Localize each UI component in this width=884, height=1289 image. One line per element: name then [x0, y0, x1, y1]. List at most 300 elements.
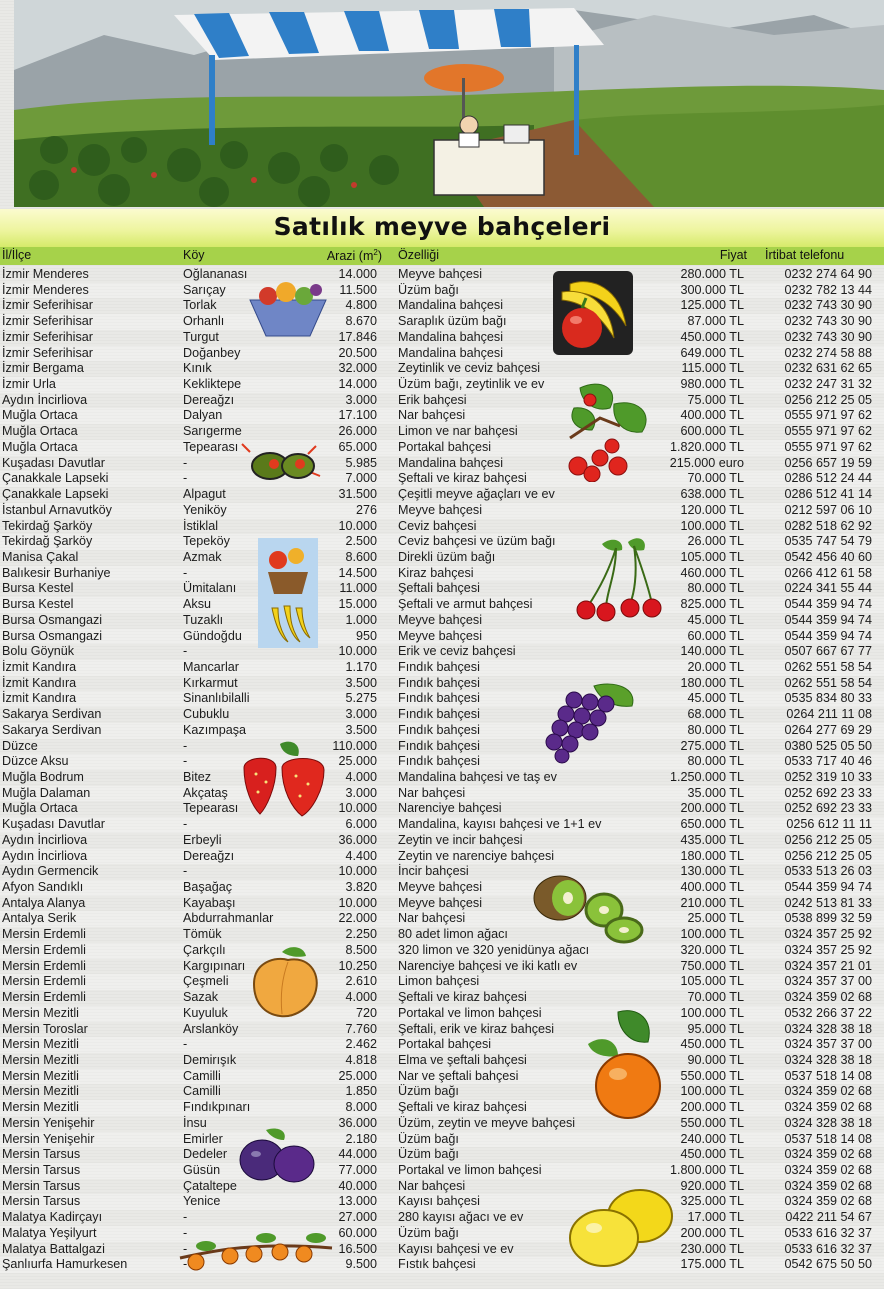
table-row — [0, 377, 884, 393]
cell-ozellik: Fıstık bahçesi — [398, 1257, 476, 1272]
cell-ozellik: Kiraz bahçesi — [398, 565, 474, 580]
cell-tel: 0256 657 19 59 — [784, 455, 872, 470]
title-bar — [0, 209, 884, 247]
cell-ozellik: Nar bahçesi — [398, 408, 466, 423]
cell-il: Antalya Alanya — [2, 895, 86, 910]
cell-ozellik: Şeftali ve kiraz bahçesi — [398, 990, 527, 1005]
fruit-bowl-icon — [244, 278, 332, 340]
cell-arazi: 2.500 — [345, 534, 377, 549]
cell-koy: Oğlananası — [183, 267, 248, 281]
table-row — [0, 1179, 884, 1195]
cell-fiyat: 980.000 TL — [680, 377, 744, 392]
cell-ozellik: Limon ve nar bahçesi — [398, 424, 518, 439]
header-il: İl/İlçe — [2, 248, 32, 262]
cell-tel: 0555 971 97 62 — [784, 439, 872, 454]
cell-fiyat: 638.000 TL — [680, 487, 744, 502]
cell-il: Mersin Erdemli — [2, 942, 86, 957]
cell-tel: 0256 212 25 05 — [784, 832, 872, 847]
cell-tel: 0555 971 97 62 — [784, 408, 872, 423]
cell-tel: 0533 616 32 37 — [784, 1241, 872, 1256]
cell-fiyat: 175.000 TL — [680, 1257, 744, 1272]
cell-fiyat: 75.000 TL — [687, 392, 744, 407]
grape-icon — [534, 680, 644, 764]
cell-arazi: 22.000 — [338, 911, 377, 926]
cell-arazi: 4.000 — [345, 770, 377, 784]
cell-fiyat: 210.000 TL — [680, 895, 744, 910]
cell-arazi: 720 — [355, 1005, 377, 1020]
cell-fiyat: 115.000 TL — [681, 361, 744, 376]
cell-koy: Başağaç — [183, 880, 233, 895]
cell-il: Bursa Kestel — [2, 581, 74, 596]
cell-arazi: 10.000 — [338, 644, 377, 659]
cell-tel: 0324 328 38 18 — [784, 1115, 872, 1130]
cell-fiyat: 650.000 TL — [680, 817, 744, 832]
cell-il: Mersin Mezitli — [2, 1037, 79, 1052]
cell-ozellik: Şeftali ve kiraz bahçesi — [398, 471, 527, 486]
cell-il: Afyon Sandıklı — [2, 880, 84, 895]
cell-il: Tekirdağ Şarköy — [2, 534, 93, 549]
cell-arazi: 4.000 — [345, 990, 377, 1005]
cell-koy: Cubuklu — [183, 707, 230, 722]
cell-ozellik: Şeftali bahçesi — [398, 581, 480, 596]
cell-arazi: 44.000 — [338, 1147, 377, 1162]
table-row — [0, 723, 884, 739]
cell-koy: Tuzaklı — [183, 612, 224, 627]
cell-arazi: 2.462 — [345, 1037, 377, 1052]
cell-ozellik: Zeytin ve incir bahçesi — [398, 832, 523, 847]
cell-ozellik: Mandalina, kayısı bahçesi ve 1+1 ev — [398, 817, 602, 832]
table-row — [0, 974, 884, 990]
header-koy: Köy — [183, 248, 205, 262]
cell-tel: 0544 359 94 74 — [784, 880, 872, 895]
table-row — [0, 959, 884, 975]
cell-il: İzmir Seferihisar — [2, 345, 93, 360]
table-row — [0, 283, 884, 299]
table-row — [0, 990, 884, 1006]
cell-arazi: 20.500 — [338, 345, 377, 360]
cell-arazi: 5.275 — [345, 691, 377, 706]
table-row — [0, 644, 884, 660]
cell-fiyat: 400.000 TL — [680, 880, 744, 895]
table-row — [0, 613, 884, 629]
cell-tel: 0324 359 02 68 — [784, 1178, 872, 1193]
cell-il: İzmir Seferihisar — [2, 298, 93, 313]
cell-koy: Tömük — [183, 927, 222, 942]
cell-fiyat: 80.000 TL — [687, 722, 744, 737]
cell-ozellik: Meyve bahçesi — [398, 267, 482, 281]
cell-il: İzmir Bergama — [2, 361, 84, 376]
cell-koy: Alpagut — [183, 487, 226, 502]
cell-il: Tekirdağ Şarköy — [2, 518, 93, 533]
cell-tel: 0224 341 55 44 — [784, 581, 872, 596]
cell-tel: 0324 357 21 01 — [784, 958, 872, 973]
table-row — [0, 346, 884, 362]
cell-fiyat: 90.000 TL — [687, 1052, 744, 1067]
cell-arazi: 3.820 — [345, 880, 377, 895]
cell-koy: Kuyuluk — [183, 1005, 228, 1020]
cell-il: Malatya Yeşilyurt — [2, 1225, 97, 1240]
cell-koy: Turgut — [183, 329, 219, 344]
cell-il: Manisa Çakal — [2, 549, 79, 564]
table-row — [0, 408, 884, 424]
cell-koy: Demirışık — [183, 1052, 237, 1067]
cell-il: Çanakkale Lapseki — [2, 487, 109, 502]
cell-arazi: 1.170 — [345, 659, 377, 674]
cell-koy: Ümitalanı — [183, 581, 237, 596]
cell-koy: Emirler — [183, 1131, 223, 1146]
cell-fiyat: 120.000 TL — [680, 502, 744, 517]
cell-tel: 0544 359 94 74 — [784, 628, 872, 643]
cell-il: Bursa Osmangazi — [2, 628, 103, 643]
cell-tel: 0264 277 69 29 — [784, 722, 872, 737]
cell-il: Mersin Yenişehir — [2, 1115, 95, 1130]
cell-fiyat: 140.000 TL — [680, 644, 744, 659]
cell-fiyat: 130.000 TL — [680, 864, 744, 879]
cell-arazi: 4.400 — [345, 848, 377, 863]
cell-koy: Çeşmeli — [183, 974, 229, 989]
header-arazi-close: ) — [377, 249, 382, 264]
cell-ozellik: Üzüm, zeytin ve meyve bahçesi — [398, 1115, 576, 1130]
cell-arazi: 276 — [355, 502, 377, 517]
cell-koy: Tepearası — [183, 439, 239, 454]
cell-ozellik: Erik bahçesi — [398, 392, 467, 407]
cell-tel: 0324 357 37 00 — [784, 974, 872, 989]
cell-il: Malatya Kadirçayı — [2, 1210, 103, 1225]
table-row — [0, 1163, 884, 1179]
olives-icon — [232, 436, 328, 492]
table-row — [0, 786, 884, 802]
cell-ozellik: Fındık bahçesi — [398, 659, 480, 674]
cell-il: Aydın Germencik — [2, 864, 99, 879]
cell-il: Çanakkale Lapseki — [2, 471, 109, 486]
cell-tel: 0544 359 94 74 — [784, 612, 872, 627]
cell-ozellik: Portakal ve limon bahçesi — [398, 1005, 542, 1020]
cell-koy: Kayabaşı — [183, 895, 236, 910]
cell-il: Mersin Tarsus — [2, 1178, 81, 1193]
cell-tel: 0232 247 31 32 — [784, 377, 872, 392]
cell-tel: 0232 743 30 90 — [784, 329, 872, 344]
cell-arazi: 25.000 — [338, 754, 377, 769]
cell-tel: 0262 551 58 54 — [784, 659, 872, 674]
cell-koy: - — [183, 455, 188, 470]
cell-koy: Kınık — [183, 361, 212, 376]
cell-koy: - — [183, 738, 188, 753]
cell-tel: 0544 359 94 74 — [784, 597, 872, 612]
table-row — [0, 330, 884, 346]
table-row — [0, 1257, 884, 1273]
cell-arazi: 15.000 — [338, 597, 377, 612]
table-row — [0, 456, 884, 472]
cell-arazi: 8.000 — [345, 1100, 377, 1115]
cell-arazi: 27.000 — [338, 1210, 377, 1225]
cell-ozellik: Narenciye bahçesi ve iki katlı ev — [398, 958, 578, 973]
cell-fiyat: 215.000 euro — [669, 455, 744, 470]
cell-fiyat: 300.000 TL — [680, 282, 744, 297]
cell-koy: Sarıçay — [183, 282, 226, 297]
cell-fiyat: 1.820.000 TL — [670, 439, 744, 454]
cell-ozellik: Elma ve şeftali bahçesi — [398, 1052, 527, 1067]
cell-arazi: 7.760 — [345, 1021, 377, 1036]
header-arazi-sup: 2 — [373, 248, 378, 257]
cell-arazi: 10.000 — [338, 895, 377, 910]
cell-koy: - — [183, 864, 188, 879]
cell-koy: - — [183, 1241, 188, 1256]
cell-arazi: 1.850 — [345, 1084, 377, 1099]
cell-ozellik: Üzüm bağı, zeytinlik ve ev — [398, 377, 545, 392]
cell-fiyat: 100.000 TL — [680, 1005, 744, 1020]
cell-fiyat: 70.000 TL — [687, 990, 744, 1005]
table-row — [0, 864, 884, 880]
cherry-icon — [572, 534, 664, 622]
cell-ozellik: Meyve bahçesi — [398, 628, 482, 643]
cell-fiyat: 450.000 TL — [680, 1037, 744, 1052]
cell-fiyat: 320.000 TL — [680, 942, 744, 957]
table-row — [0, 519, 884, 535]
cell-fiyat: 100.000 TL — [680, 927, 744, 942]
cell-koy: Gündoğdu — [183, 628, 242, 643]
cell-koy: Sazak — [183, 990, 219, 1005]
table-row — [0, 911, 884, 927]
table-row — [0, 1210, 884, 1226]
table-row — [0, 503, 884, 519]
cell-ozellik: Meyve bahçesi — [398, 880, 482, 895]
cell-ozellik: 280 kayısı ağacı ve ev — [398, 1210, 524, 1225]
cell-ozellik: Saraplık üzüm bağı — [398, 314, 507, 329]
cell-tel: 0232 782 13 44 — [784, 282, 872, 297]
cell-arazi: 3.000 — [345, 392, 377, 407]
cell-il: Mersin Mezitli — [2, 1068, 79, 1083]
cell-tel: 0324 359 02 68 — [784, 1194, 872, 1209]
table-row — [0, 1116, 884, 1132]
cell-arazi: 8.500 — [345, 942, 377, 957]
cell-il: Mersin Toroslar — [2, 1021, 88, 1036]
cell-tel: 0264 211 11 08 — [786, 707, 872, 722]
table-row — [0, 801, 884, 817]
cell-il: Mersin Yenişehir — [2, 1131, 95, 1146]
cell-koy: Dereağzı — [183, 392, 235, 407]
table-header — [0, 247, 884, 265]
cell-ozellik: Erik ve ceviz bahçesi — [398, 644, 516, 659]
cell-tel: 0324 357 25 92 — [784, 942, 872, 957]
cell-arazi: 60.000 — [338, 1225, 377, 1240]
cell-koy: Camilli — [183, 1084, 221, 1099]
cell-arazi: 3.500 — [345, 675, 377, 690]
cell-arazi: 2.610 — [345, 974, 377, 989]
cell-fiyat: 60.000 TL — [687, 628, 744, 643]
cell-il: Kuşadası Davutlar — [2, 455, 105, 470]
cell-fiyat: 26.000 TL — [687, 534, 744, 549]
cell-il: İzmir Seferihisar — [2, 314, 93, 329]
cell-tel: 0324 359 02 68 — [784, 1100, 872, 1115]
header-tel: İrtibat telefonu — [765, 248, 845, 262]
table-row — [0, 1053, 884, 1069]
cell-fiyat: 435.000 TL — [680, 832, 744, 847]
table-row — [0, 754, 884, 770]
cell-tel: 0232 743 30 90 — [784, 314, 872, 329]
cell-fiyat: 70.000 TL — [687, 471, 744, 486]
cell-il: Muğla Ortaca — [2, 439, 78, 454]
cell-arazi: 3.500 — [345, 722, 377, 737]
cell-koy: - — [183, 1037, 188, 1052]
cell-ozellik: Üzüm bağı — [398, 282, 459, 297]
cell-arazi: 9.500 — [345, 1257, 377, 1272]
cell-koy: Aksu — [183, 597, 211, 612]
cell-fiyat: 200.000 TL — [680, 801, 744, 816]
cell-arazi: 4.800 — [345, 298, 377, 313]
cell-ozellik: Çeşitli meyve ağaçları ve ev — [398, 487, 555, 502]
cell-koy: Yeniköy — [183, 502, 227, 517]
cell-ozellik: Üzüm bağı — [398, 1131, 459, 1146]
cell-fiyat: 600.000 TL — [680, 424, 744, 439]
cell-ozellik: Meyve bahçesi — [398, 612, 482, 627]
table-row — [0, 943, 884, 959]
cell-il: Mersin Mezitli — [2, 1084, 79, 1099]
cell-fiyat: 450.000 TL — [680, 1147, 744, 1162]
cell-ozellik: Ceviz bahçesi — [398, 518, 477, 533]
cell-arazi: 110.000 — [332, 738, 377, 753]
cell-ozellik: Nar bahçesi — [398, 785, 466, 800]
cell-ozellik: Direkli üzüm bağı — [398, 549, 496, 564]
cell-tel: 0537 518 14 08 — [784, 1131, 872, 1146]
cell-koy: İstiklal — [183, 518, 218, 533]
table-row — [0, 676, 884, 692]
cell-koy: Kazımpaşa — [183, 722, 246, 737]
cell-il: İzmir Seferihisar — [2, 329, 93, 344]
cell-tel: 0282 518 62 92 — [784, 518, 872, 533]
table-row — [0, 770, 884, 786]
cell-ozellik: Üzüm bağı — [398, 1084, 459, 1099]
cell-ozellik: Mandalina bahçesi — [398, 455, 504, 470]
cell-tel: 0542 456 40 60 — [784, 549, 872, 564]
cell-ozellik: Fındık bahçesi — [398, 722, 480, 737]
cell-ozellik: Mandalina bahçesi — [398, 329, 504, 344]
cell-koy: Çarkçılı — [183, 942, 226, 957]
table-row — [0, 1132, 884, 1148]
cell-ozellik: Meyve bahçesi — [398, 895, 482, 910]
cell-il: Mersin Erdemli — [2, 990, 86, 1005]
cell-tel: 0380 525 05 50 — [784, 738, 872, 753]
cell-il: İzmit Kandıra — [2, 691, 77, 706]
cell-koy: - — [183, 817, 188, 832]
cell-koy: Sarıgerme — [183, 424, 242, 439]
cell-koy: Tepearası — [183, 801, 239, 816]
cell-ozellik: Portakal bahçesi — [398, 1037, 492, 1052]
cell-koy: İnsu — [183, 1115, 207, 1130]
cell-fiyat: 35.000 TL — [687, 785, 744, 800]
cell-fiyat: 400.000 TL — [680, 408, 744, 423]
table-row — [0, 1194, 884, 1210]
table-row — [0, 1037, 884, 1053]
cell-il: Mersin Erdemli — [2, 958, 86, 973]
cell-koy: Torlak — [183, 298, 217, 313]
peach-icon — [246, 944, 324, 1020]
cell-arazi: 40.000 — [338, 1178, 377, 1193]
cell-ozellik: Portakal ve limon bahçesi — [398, 1162, 542, 1177]
cell-tel: 0324 357 25 92 — [784, 927, 872, 942]
cell-il: Antalya Serik — [2, 911, 77, 926]
cell-fiyat: 105.000 TL — [680, 974, 744, 989]
cell-fiyat: 80.000 TL — [687, 754, 744, 769]
cell-il: Mersin Mezitli — [2, 1052, 79, 1067]
cell-tel: 0286 512 41 14 — [784, 487, 872, 502]
table-row — [0, 267, 884, 283]
cell-koy: Bitez — [183, 770, 211, 784]
table-row — [0, 314, 884, 330]
cell-il: Aydın İncirliova — [2, 848, 88, 863]
cell-arazi: 77.000 — [338, 1162, 377, 1177]
cell-ozellik: Fındık bahçesi — [398, 707, 480, 722]
strawberry-icon — [236, 738, 330, 818]
table-row — [0, 629, 884, 645]
cell-arazi: 10.000 — [338, 518, 377, 533]
cell-koy: - — [183, 644, 188, 659]
fruit-basket-icon — [258, 538, 318, 648]
cell-il: Bolu Göynük — [2, 644, 75, 659]
cell-il: Muğla Dalaman — [2, 785, 91, 800]
cell-tel: 0324 359 02 68 — [784, 1084, 872, 1099]
cell-ozellik: Portakal bahçesi — [398, 439, 492, 454]
cell-arazi: 950 — [355, 628, 377, 643]
cell-il: Aydın İncirliova — [2, 392, 88, 407]
cell-tel: 0242 513 81 33 — [784, 895, 872, 910]
header-arazi-text: Arazi (m — [326, 249, 374, 264]
cell-ozellik: Narenciye bahçesi — [398, 801, 502, 816]
cell-koy: Abdurrahmanlar — [183, 911, 274, 926]
table-row — [0, 880, 884, 896]
cell-arazi: 32.000 — [338, 361, 377, 376]
header-fiyat: Fiyat — [719, 248, 747, 262]
cell-ozellik: Nar bahçesi — [398, 911, 466, 926]
cell-il: Mersin Tarsus — [2, 1162, 81, 1177]
cell-arazi: 36.000 — [338, 1115, 377, 1130]
table-row — [0, 471, 884, 487]
cell-il: Mersin Mezitli — [2, 1005, 79, 1020]
cell-arazi: 7.000 — [345, 471, 377, 486]
cell-koy: Yenice — [183, 1194, 221, 1209]
cell-arazi: 31.500 — [338, 487, 377, 502]
table-row — [0, 581, 884, 597]
cell-ozellik: Şeftali ve kiraz bahçesi — [398, 1100, 527, 1115]
cell-tel: 0535 834 80 33 — [784, 691, 872, 706]
cell-fiyat: 45.000 TL — [687, 691, 744, 706]
cell-koy: Orhanlı — [183, 314, 225, 329]
table-row — [0, 849, 884, 865]
cell-il: İzmit Kandıra — [2, 659, 77, 674]
cell-koy: - — [183, 1225, 188, 1240]
cell-koy: Mancarlar — [183, 659, 239, 674]
cell-il: İzmit Kandıra — [2, 675, 77, 690]
cell-tel: 0324 359 02 68 — [784, 1147, 872, 1162]
table-row — [0, 660, 884, 676]
cell-fiyat: 230.000 TL — [680, 1241, 744, 1256]
orange-icon — [578, 1006, 666, 1124]
cell-ozellik: Üzüm bağı — [398, 1147, 459, 1162]
cell-arazi: 17.846 — [338, 329, 377, 344]
cell-il: Malatya Battalgazi — [2, 1241, 105, 1256]
cell-fiyat: 325.000 TL — [680, 1194, 744, 1209]
cell-il: İzmir Menderes — [2, 282, 89, 297]
cell-fiyat: 200.000 TL — [680, 1225, 744, 1240]
cell-koy: Camilli — [183, 1068, 221, 1083]
cell-tel: 0256 212 25 05 — [784, 848, 872, 863]
cell-ozellik: Fındık bahçesi — [398, 691, 480, 706]
cell-fiyat: 25.000 TL — [687, 911, 744, 926]
cell-fiyat: 750.000 TL — [680, 958, 744, 973]
cell-arazi: 17.100 — [338, 408, 377, 423]
table-row — [0, 1100, 884, 1116]
cell-ozellik: Fındık bahçesi — [398, 738, 480, 753]
header-arazi — [327, 248, 382, 263]
